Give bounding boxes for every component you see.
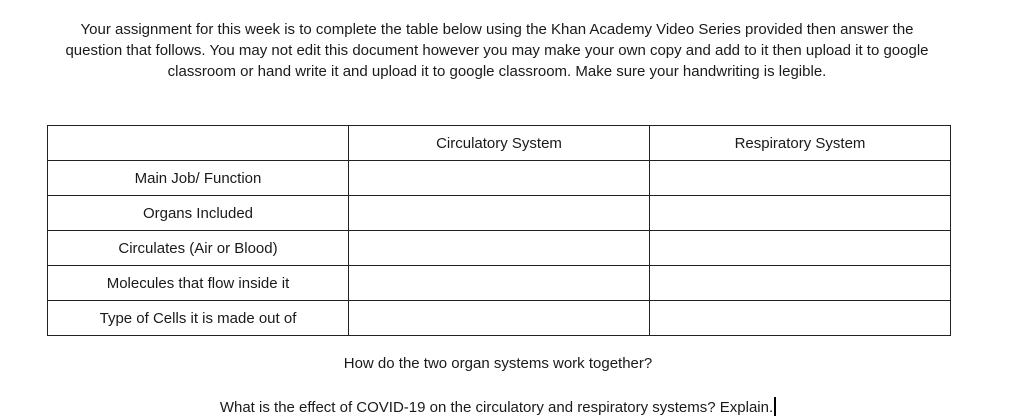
text-cursor bbox=[774, 397, 776, 416]
instructions-line: classroom or hand write it and upload it to google classroom. Make sure your handwriting is legible. bbox=[167, 63, 827, 80]
respiratory-answer-cell[interactable] bbox=[650, 196, 951, 231]
circulatory-answer-cell[interactable] bbox=[349, 301, 650, 336]
circulatory-answer-cell[interactable] bbox=[349, 266, 650, 301]
question-covid-effect bbox=[0, 397, 996, 416]
respiratory-answer-cell[interactable] bbox=[650, 266, 951, 301]
instructions-line: Your assignment for this week is to complete the table below using the Khan Academy Video Series provided then answer the bbox=[80, 21, 914, 38]
header-cell-empty[interactable] bbox=[48, 126, 349, 161]
row-label-cell[interactable]: Main Job/ Function bbox=[48, 161, 349, 196]
table-row bbox=[48, 196, 951, 231]
header-cell-circulatory[interactable]: Circulatory System bbox=[349, 126, 650, 161]
question-text: What is the effect of COVID-19 on the circulatory and respiratory systems? Explain. bbox=[219, 399, 774, 416]
question-organ-systems bbox=[0, 355, 996, 372]
table-row bbox=[48, 231, 951, 266]
question-text: How do the two organ systems work together? bbox=[343, 355, 653, 372]
circulatory-answer-cell[interactable] bbox=[349, 231, 650, 266]
table-row bbox=[48, 161, 951, 196]
respiratory-answer-cell[interactable] bbox=[650, 301, 951, 336]
row-label-cell[interactable]: Molecules that flow inside it bbox=[48, 266, 349, 301]
assignment-instructions bbox=[40, 19, 954, 82]
row-label-cell[interactable]: Circulates (Air or Blood) bbox=[48, 231, 349, 266]
organ-systems-table bbox=[47, 125, 951, 336]
instructions-line: question that follows. You may not edit this document however you may make your own copy and add to it then upload it to google bbox=[65, 42, 929, 59]
row-label-cell[interactable]: Organs Included bbox=[48, 196, 349, 231]
table-row bbox=[48, 301, 951, 336]
circulatory-answer-cell[interactable] bbox=[349, 161, 650, 196]
header-cell-respiratory[interactable]: Respiratory System bbox=[650, 126, 951, 161]
table-row bbox=[48, 266, 951, 301]
respiratory-answer-cell[interactable] bbox=[650, 161, 951, 196]
row-label-cell[interactable]: Type of Cells it is made out of bbox=[48, 301, 349, 336]
circulatory-answer-cell[interactable] bbox=[349, 196, 650, 231]
table-header-row bbox=[48, 126, 951, 161]
respiratory-answer-cell[interactable] bbox=[650, 231, 951, 266]
